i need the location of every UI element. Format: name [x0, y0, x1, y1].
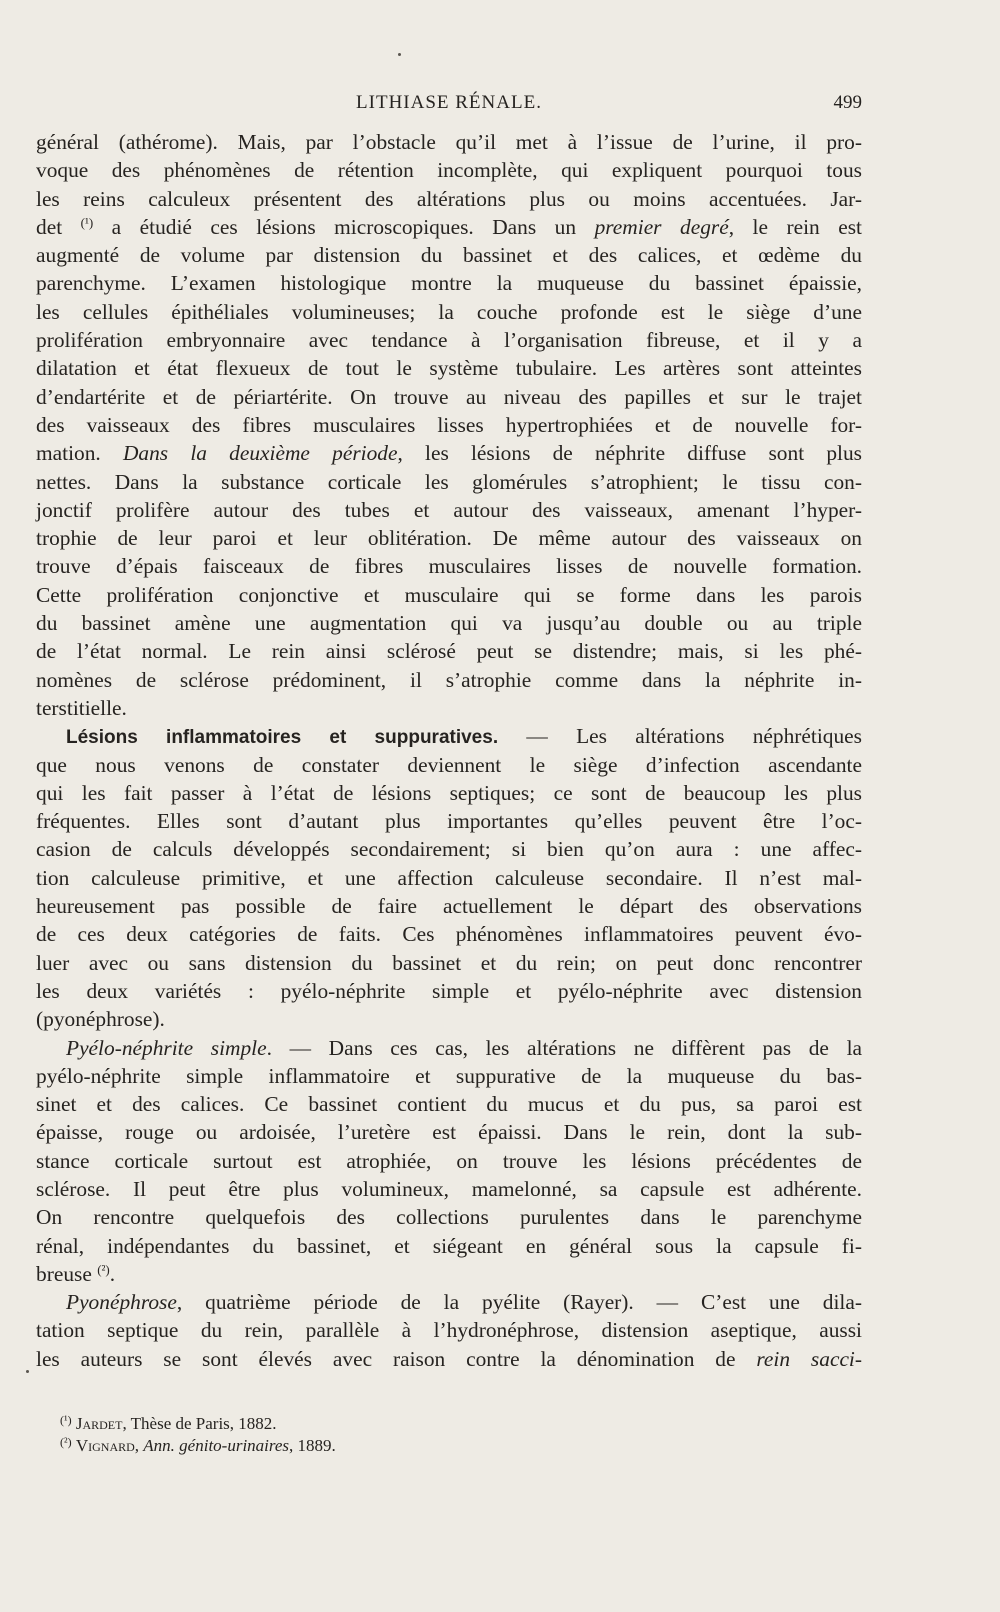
text-line: des vaisseaux des fibres musculaires lisses hypertrophiées et de nouvelle for- [36, 412, 862, 437]
footnote-text: , Thèse de Paris, 1882. [122, 1414, 277, 1433]
text-fragment: — Les altérations néphrétiques [498, 724, 863, 749]
text-line: tation septique du rein, parallèle à l’hydronéphrose, distension aseptique, aussi [36, 1318, 862, 1343]
text-line: terstitielle. [36, 695, 127, 720]
text-line: sclérose. Il peut être plus volumineux, mamelonné, sa capsule est adhérente. [36, 1176, 862, 1201]
text-line: d’endartérite et de périartérite. On trouve au niveau des papilles et sur le trajet [36, 384, 862, 409]
paper-speck [398, 53, 401, 56]
footnote-text: , [134, 1436, 144, 1455]
text-line: trophie de leur paroi et leur oblitération. De même autour des vaisseaux on [36, 526, 862, 551]
text-fragment: mation. [36, 441, 123, 466]
footnote-ref: (²) [97, 1261, 110, 1277]
text-fragment: det [36, 214, 81, 239]
text-line: luer avec ou sans distension du bassinet et du rein; on peut donc rencontrer [36, 950, 862, 975]
text-line [36, 722, 862, 750]
footnotes [60, 1413, 560, 1457]
text-line: trouve d’épais faisceaux de fibres musculaires lisses de nouvelle formation. [36, 554, 862, 579]
text-line: les reins calculeux présentent des altérations plus ou moins accentuées. Jar- [36, 186, 862, 211]
text-line: parenchyme. L’examen histologique montre la muqueuse du bassinet épaissie, [36, 271, 862, 296]
text-line: Cette prolifération conjonctive et musculaire qui se forme dans les parois [36, 582, 862, 607]
text-line: qui les fait passer à l’état de lésions septiques; ce sont de beaucoup les plus [36, 780, 862, 805]
footnote-journal: Ann. génito-urinaires [143, 1436, 290, 1455]
text-line [36, 439, 862, 467]
italic-subheading: Pyonéphrose [66, 1290, 177, 1315]
text-line: fréquentes. Elles sont d’autant plus importantes qu’elles peuvent être l’oc- [36, 809, 862, 834]
footnote-ref: (¹) [80, 214, 94, 230]
text-line: heureusement pas possible de faire actuellement le départ des observations [36, 894, 862, 919]
text-line: que nous venons de constater deviennent le siège d’infection ascendante [36, 752, 862, 777]
italic-term: Dans la deuxième période [122, 441, 398, 466]
footnote-text: , 1889. [289, 1436, 336, 1455]
footnote [60, 1413, 560, 1435]
text-line: dilatation et état flexueux de tout le système tubulaire. Les artères sont atteintes [36, 356, 862, 381]
running-head [36, 92, 862, 122]
text-line: augmenté de volume par distension du bassinet et des calices, et œdème du [36, 243, 862, 268]
text-fragment: les auteurs se sont élevés avec raison contre la dénomination de [36, 1346, 757, 1371]
text-line: stance corticale surtout est atrophiée, on trouve les lésions précédentes de [36, 1148, 862, 1173]
text-line: nettes. Dans la substance corticale les glomérules s’atrophient; le tissu con- [36, 469, 862, 494]
text-line: général (athérome). Mais, par l’obstacle qu’il met à l’issue de l’urine, il pro- [36, 130, 862, 154]
text-line: tion calculeuse primitive, et une affection calculeuse secondaire. Il n’est mal- [36, 865, 862, 890]
text-line [36, 1034, 862, 1062]
text-line: pyélo-néphrite simple inflammatoire et suppurative de la muqueuse du bas- [36, 1063, 862, 1088]
text-line: de l’état normal. Le rein ainsi sclérosé peut se distendre; mais, si les phé- [36, 639, 862, 664]
text-fragment: , le rein est [728, 214, 862, 239]
text-line [36, 1288, 862, 1316]
text-fragment: , quatrième période de la pyélite (Rayer). — C’est une dila- [176, 1290, 862, 1315]
footnote-author: Vignard [75, 1436, 135, 1455]
text-fragment: a étudié ces lésions microscopiques. Dans un [93, 214, 595, 239]
text-line: (pyonéphrose). [36, 1007, 165, 1032]
text-line: épaisse, rouge ou ardoisée, l’uretère est épaissi. Dans le rein, dont la sub- [36, 1120, 862, 1145]
italic-term: rein sacci- [756, 1346, 862, 1371]
text-line: sinet et des calices. Ce bassinet contient du mucus et du pus, sa paroi est [36, 1092, 862, 1117]
text-line: les cellules épithéliales volumineuses; la couche profonde est le siège d’une [36, 299, 862, 324]
footnote-author: Jardet [75, 1414, 123, 1433]
text-fragment: , les lésions de néphrite diffuse sont plus [397, 441, 862, 466]
text-line: nomènes de sclérose prédominent, il s’atrophie comme dans la néphrite in- [36, 667, 862, 692]
text-line: prolifération embryonnaire avec tendance à l’organisation fibreuse, et il y a [36, 328, 862, 353]
footnote-marker: (¹) [60, 1413, 72, 1427]
text-line: jonctif prolifère autour des tubes et autour des vaisseaux, amenant l’hyper- [36, 497, 862, 522]
text-line: On rencontre quelquefois des collections purulentes dans le parenchyme [36, 1205, 862, 1230]
running-title: LITHIASE RÉNALE. [356, 92, 542, 113]
text-line: les deux variétés : pyélo-néphrite simple et pyélo-néphrite avec distension [36, 978, 862, 1003]
text-line: du bassinet amène une augmentation qui va jusqu’au double ou au triple [36, 611, 862, 636]
text-line: de ces deux catégories de faits. Ces phénomènes inflammatoires peuvent évo- [36, 922, 862, 947]
text-fragment: . [109, 1261, 116, 1286]
footnote [60, 1435, 560, 1457]
text-line: rénal, indépendantes du bassinet, et siégeant en général sous la capsule fi- [36, 1233, 862, 1258]
text-fragment: breuse [36, 1261, 98, 1286]
text-line: casion de calculs développés secondairement; si bien qu’on aura : une affec- [36, 837, 862, 862]
text-fragment: . — Dans ces cas, les altérations ne diffèrent pas de la [266, 1035, 863, 1060]
italic-subheading: Pyélo-néphrite simple [66, 1035, 267, 1060]
paper-speck [26, 1370, 29, 1373]
text-line [36, 1345, 862, 1373]
footnote-marker: (²) [60, 1435, 72, 1449]
text-line [36, 213, 862, 241]
text-line [36, 1260, 862, 1288]
section-heading: Lésions inflammatoires et suppuratives. [66, 727, 499, 749]
text-line: voque des phénomènes de rétention incomplète, qui expliquent pourquoi tous [36, 158, 862, 183]
body-text [36, 128, 862, 1373]
page-number: 499 [833, 92, 862, 113]
italic-term: premier degré [594, 214, 729, 239]
